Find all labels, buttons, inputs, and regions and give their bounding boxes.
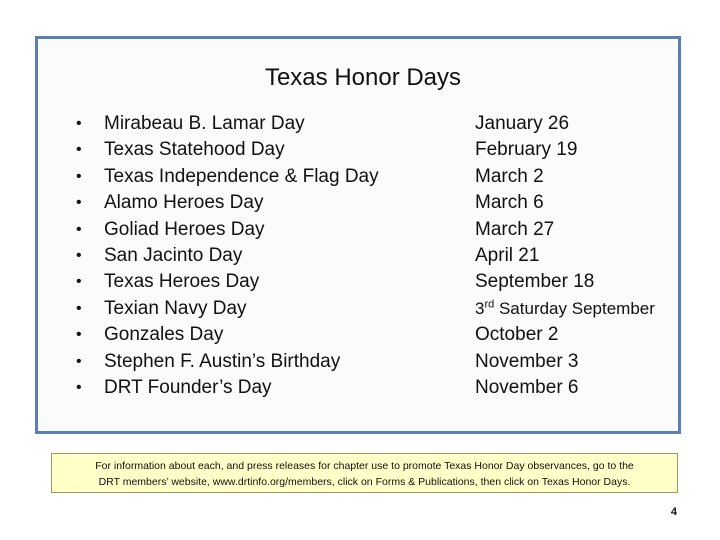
list-item bbox=[76, 243, 396, 269]
honor-day-date: September 18 bbox=[475, 271, 595, 293]
bullet-icon: • bbox=[76, 167, 82, 185]
list-item bbox=[76, 296, 396, 322]
date-ordinal: 3 bbox=[475, 298, 485, 318]
honor-day-name: San Jacinto Day bbox=[104, 244, 243, 266]
honor-day-date: November 3 bbox=[475, 350, 579, 372]
honor-day-date: February 19 bbox=[475, 139, 578, 161]
honor-day-date: January 26 bbox=[475, 113, 570, 134]
bullet-icon: • bbox=[76, 194, 82, 212]
honor-day-name: Gonzales Day bbox=[104, 324, 224, 346]
list-item bbox=[76, 322, 396, 348]
bullet-icon: • bbox=[76, 326, 82, 344]
honor-day-list bbox=[76, 111, 396, 401]
honor-day-dates bbox=[475, 111, 685, 401]
honor-day-name: Texian Navy Day bbox=[104, 297, 247, 319]
date-ordinal-suffix: rd bbox=[484, 298, 495, 311]
list-item bbox=[76, 111, 396, 137]
honor-day-date: March 2 bbox=[475, 165, 544, 187]
honor-days-box bbox=[35, 36, 681, 434]
list-item bbox=[76, 164, 396, 190]
bullet-icon: • bbox=[76, 299, 82, 317]
honor-day-name: Mirabeau B. Lamar Day bbox=[104, 113, 305, 134]
list-item bbox=[76, 190, 396, 216]
bullet-icon: • bbox=[76, 273, 82, 291]
bullet-icon: • bbox=[76, 220, 82, 238]
honor-day-date: March 27 bbox=[475, 218, 555, 240]
note-line: DRT members’ website, www.drtinfo.org/members, click on Forms & Publications, then click on Texas Honor Days. bbox=[98, 476, 631, 488]
bullet-icon: • bbox=[76, 352, 82, 370]
list-item bbox=[76, 349, 396, 375]
honor-day-name: Texas Heroes Day bbox=[104, 271, 260, 293]
honor-day-name: Texas Independence & Flag Day bbox=[104, 165, 379, 187]
list-item bbox=[76, 269, 396, 295]
list-item bbox=[76, 375, 396, 401]
bullet-icon: • bbox=[76, 115, 82, 132]
honor-day-name: Stephen F. Austin’s Birthday bbox=[104, 350, 341, 372]
bullet-icon: • bbox=[76, 246, 82, 264]
page-number: 4 bbox=[670, 506, 677, 518]
page-title: Texas Honor Days bbox=[264, 64, 462, 91]
honor-day-date: November 6 bbox=[475, 376, 579, 398]
note-line: For information about each, and press releases for chapter use to promote Texas Honor Day observances, go to the bbox=[95, 460, 634, 472]
bullet-icon: • bbox=[76, 141, 82, 159]
list-item bbox=[76, 217, 396, 243]
honor-day-name: Texas Statehood Day bbox=[104, 139, 285, 161]
honor-day-name: Goliad Heroes Day bbox=[104, 218, 265, 240]
honor-day-date: April 21 bbox=[475, 244, 540, 266]
honor-day-name: DRT Founder’s Day bbox=[104, 376, 272, 398]
date-text: Saturday September bbox=[494, 298, 655, 318]
list-item bbox=[76, 137, 396, 163]
bullet-icon: • bbox=[76, 378, 82, 396]
honor-day-name: Alamo Heroes Day bbox=[104, 192, 264, 214]
honor-day-date: March 6 bbox=[475, 192, 544, 214]
honor-day-date bbox=[475, 296, 685, 322]
information-note bbox=[51, 453, 678, 493]
honor-day-date: October 2 bbox=[475, 324, 559, 346]
